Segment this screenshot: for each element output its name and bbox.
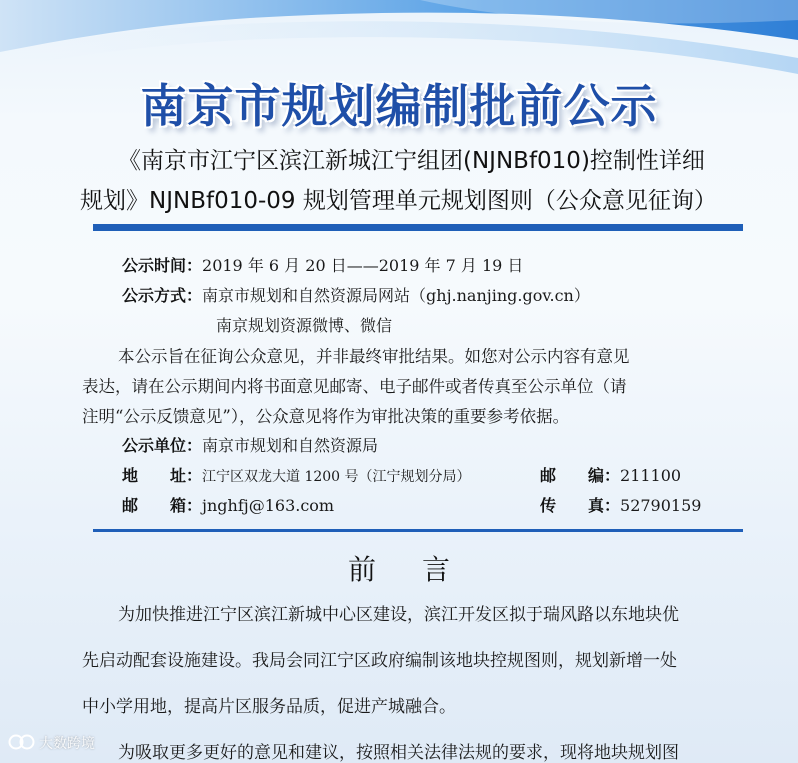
divider-top (93, 224, 743, 231)
notice-paragraph-line-3: 注明“公示反馈意见”），公众意见将作为审批决策的重要参考依据。 (82, 407, 570, 426)
email-value: jnghfj@163.com (202, 496, 335, 515)
preface-line-2: 先启动配套设施建设。我局会同江宁区政府编制该地块控规图则，规划新增一处 (82, 651, 677, 671)
notice-email-row (122, 493, 334, 516)
unit-value: 南京市规划和自然资源局 (202, 436, 379, 455)
notice-paragraph-line-2: 表达，请在公示期间内将书面意见邮寄、电子邮件或者传真至公示单位（请 (82, 377, 627, 396)
preface-line-3: 中小学用地，提高片区服务品质，促进产城融合。 (82, 697, 456, 717)
watermark-text: 大数跨境 (39, 736, 95, 752)
fax-value: 52790159 (620, 496, 702, 515)
postcode-label: 邮 编： (540, 466, 621, 485)
notice-method-row (122, 283, 590, 306)
postcode-value: 211100 (620, 466, 682, 485)
divider-middle (93, 529, 743, 532)
preface-line-4: 为吸取更多更好的意见和建议，按照相关法律法规的要求，现将地块规划图 (118, 743, 679, 763)
notice-unit-row (122, 433, 378, 456)
method-value-website: 南京市规划和自然资源局网站（ghj.nanjing.gov.cn） (202, 286, 590, 305)
notice-address-row (122, 463, 471, 486)
notice-postcode-row (540, 463, 681, 486)
unit-label: 公示单位： (122, 436, 203, 455)
fax-label: 传 真： (540, 496, 621, 515)
preface-heading: 前言 (347, 553, 496, 586)
method-value-social: 南京规划资源微博、微信 (216, 316, 393, 335)
email-label: 邮 箱： (122, 496, 203, 515)
subtitle-line-1: 《南京市江宁区滨江新城江宁组团(NJNBf010)控制性详细 (118, 148, 705, 174)
notice-fax-row (540, 493, 701, 516)
time-value: 2019 年 6 月 20 日——2019 年 7 月 19 日 (202, 256, 524, 275)
notice-method-row-2 (216, 313, 392, 336)
watermark (8, 733, 95, 755)
address-label: 地 址： (122, 466, 203, 485)
preface-line-1: 为加快推进江宁区滨江新城中心区建设，滨江开发区拟于瑞风路以东地块优 (118, 605, 679, 625)
notice-time-row (122, 253, 523, 276)
watermark-logo-icon (8, 733, 36, 755)
address-value: 江宁区双龙大道 1200 号（江宁规划分局） (202, 469, 471, 485)
notice-paragraph-line-1: 本公示旨在征询公众意见，并非最终审批结果。如您对公示内容有意见 (118, 347, 630, 366)
time-label: 公示时间： (122, 256, 203, 275)
method-label: 公示方式： (122, 286, 203, 305)
page-title: 南京市规划编制批前公示 (140, 79, 658, 133)
subtitle-line-2: 规划》NJNBf010-09 规划管理单元规划图则（公众意见征询） (80, 188, 717, 214)
